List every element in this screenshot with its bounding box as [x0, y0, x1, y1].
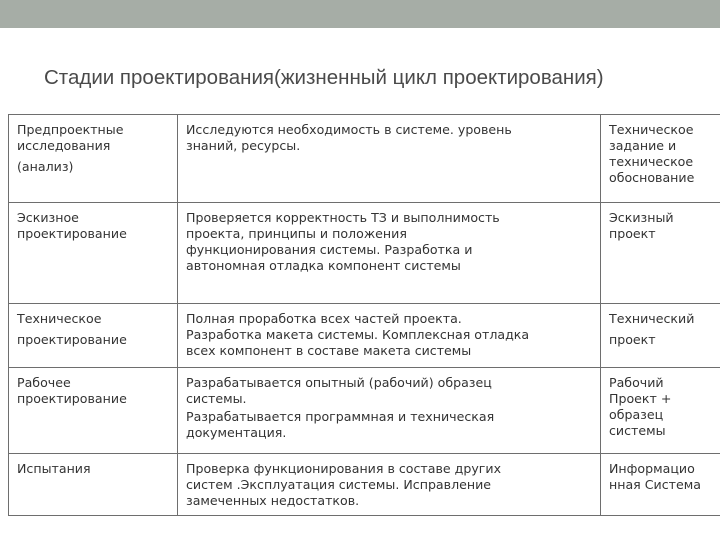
stage-text: (анализ) [17, 159, 74, 174]
result-cell [601, 304, 720, 368]
content-text: Разрабатывается опытный (рабочий) образец [186, 375, 492, 390]
table-row [9, 115, 720, 203]
content-text: системы. [186, 391, 247, 406]
table-row [9, 203, 720, 304]
result-cell [601, 115, 720, 203]
stage-text: проектирование [17, 391, 127, 406]
table-row [9, 454, 720, 516]
content-cell [178, 203, 601, 304]
result-cell [601, 203, 720, 304]
stage-cell [9, 304, 178, 368]
result-text: техническое [609, 154, 694, 169]
result-text: Рабочий [609, 375, 664, 390]
stage-cell [9, 454, 178, 516]
content-cell [178, 304, 601, 368]
content-text: Разработка макета системы. Комплексная отладка [186, 327, 530, 342]
stage-text: Предпроектные [17, 122, 124, 137]
content-text: Проверка функционирования в составе других [186, 461, 502, 476]
result-text: нная Система [609, 477, 701, 492]
result-text: образец [609, 407, 664, 422]
content-cell [178, 115, 601, 203]
content-text: проекта, принципы и положения [186, 226, 407, 241]
stage-cell [9, 203, 178, 304]
stage-text: исследования [17, 138, 111, 153]
result-text: системы [609, 423, 666, 438]
result-text: обоснование [609, 170, 695, 185]
result-text: проект [609, 226, 656, 241]
stage-text: проектирование [17, 226, 127, 241]
design-stages-table [8, 114, 720, 516]
result-text: Эскизный [609, 210, 674, 225]
content-text: документация. [186, 425, 287, 440]
result-text: задание и [609, 138, 677, 153]
result-cell [601, 368, 720, 454]
table-row [9, 368, 720, 454]
result-cell [601, 454, 720, 516]
content-text: замеченных недостатков. [186, 493, 360, 508]
content-text: знаний, ресурсы. [186, 138, 301, 153]
result-text: Проект + [609, 391, 672, 406]
content-text: систем .Эксплуатация системы. Исправление [186, 477, 492, 492]
stage-text: Рабочее [17, 375, 71, 390]
stage-cell [9, 115, 178, 203]
content-text: автономная отладка компонент системы [186, 258, 461, 273]
stage-text: проектирование [17, 332, 127, 347]
top-decoration-band [0, 0, 720, 28]
content-cell [178, 454, 601, 516]
content-cell [178, 368, 601, 454]
content-text: всех компонент в составе макета системы [186, 343, 472, 358]
content-text: функционирования системы. Разработка и [186, 242, 473, 257]
result-text: Информацио [609, 461, 695, 476]
content-text: Исследуются необходимость в системе. уровень [186, 122, 512, 137]
table-row [9, 304, 720, 368]
stage-cell [9, 368, 178, 454]
content-text: Разрабатывается программная и техническая [186, 409, 495, 424]
slide-title: Стадии проектирования(жизненный цикл проектирования) [44, 66, 604, 89]
result-text: Техническое [609, 122, 694, 137]
stage-text: Испытания [17, 461, 91, 476]
result-text: Технический [609, 311, 695, 326]
content-text: Полная проработка всех частей проекта. [186, 311, 462, 326]
content-text: Проверяется корректность ТЗ и выполнимость [186, 210, 500, 225]
stage-text: Эскизное [17, 210, 79, 225]
result-text: проект [609, 332, 656, 347]
stage-text: Техническое [17, 311, 102, 326]
